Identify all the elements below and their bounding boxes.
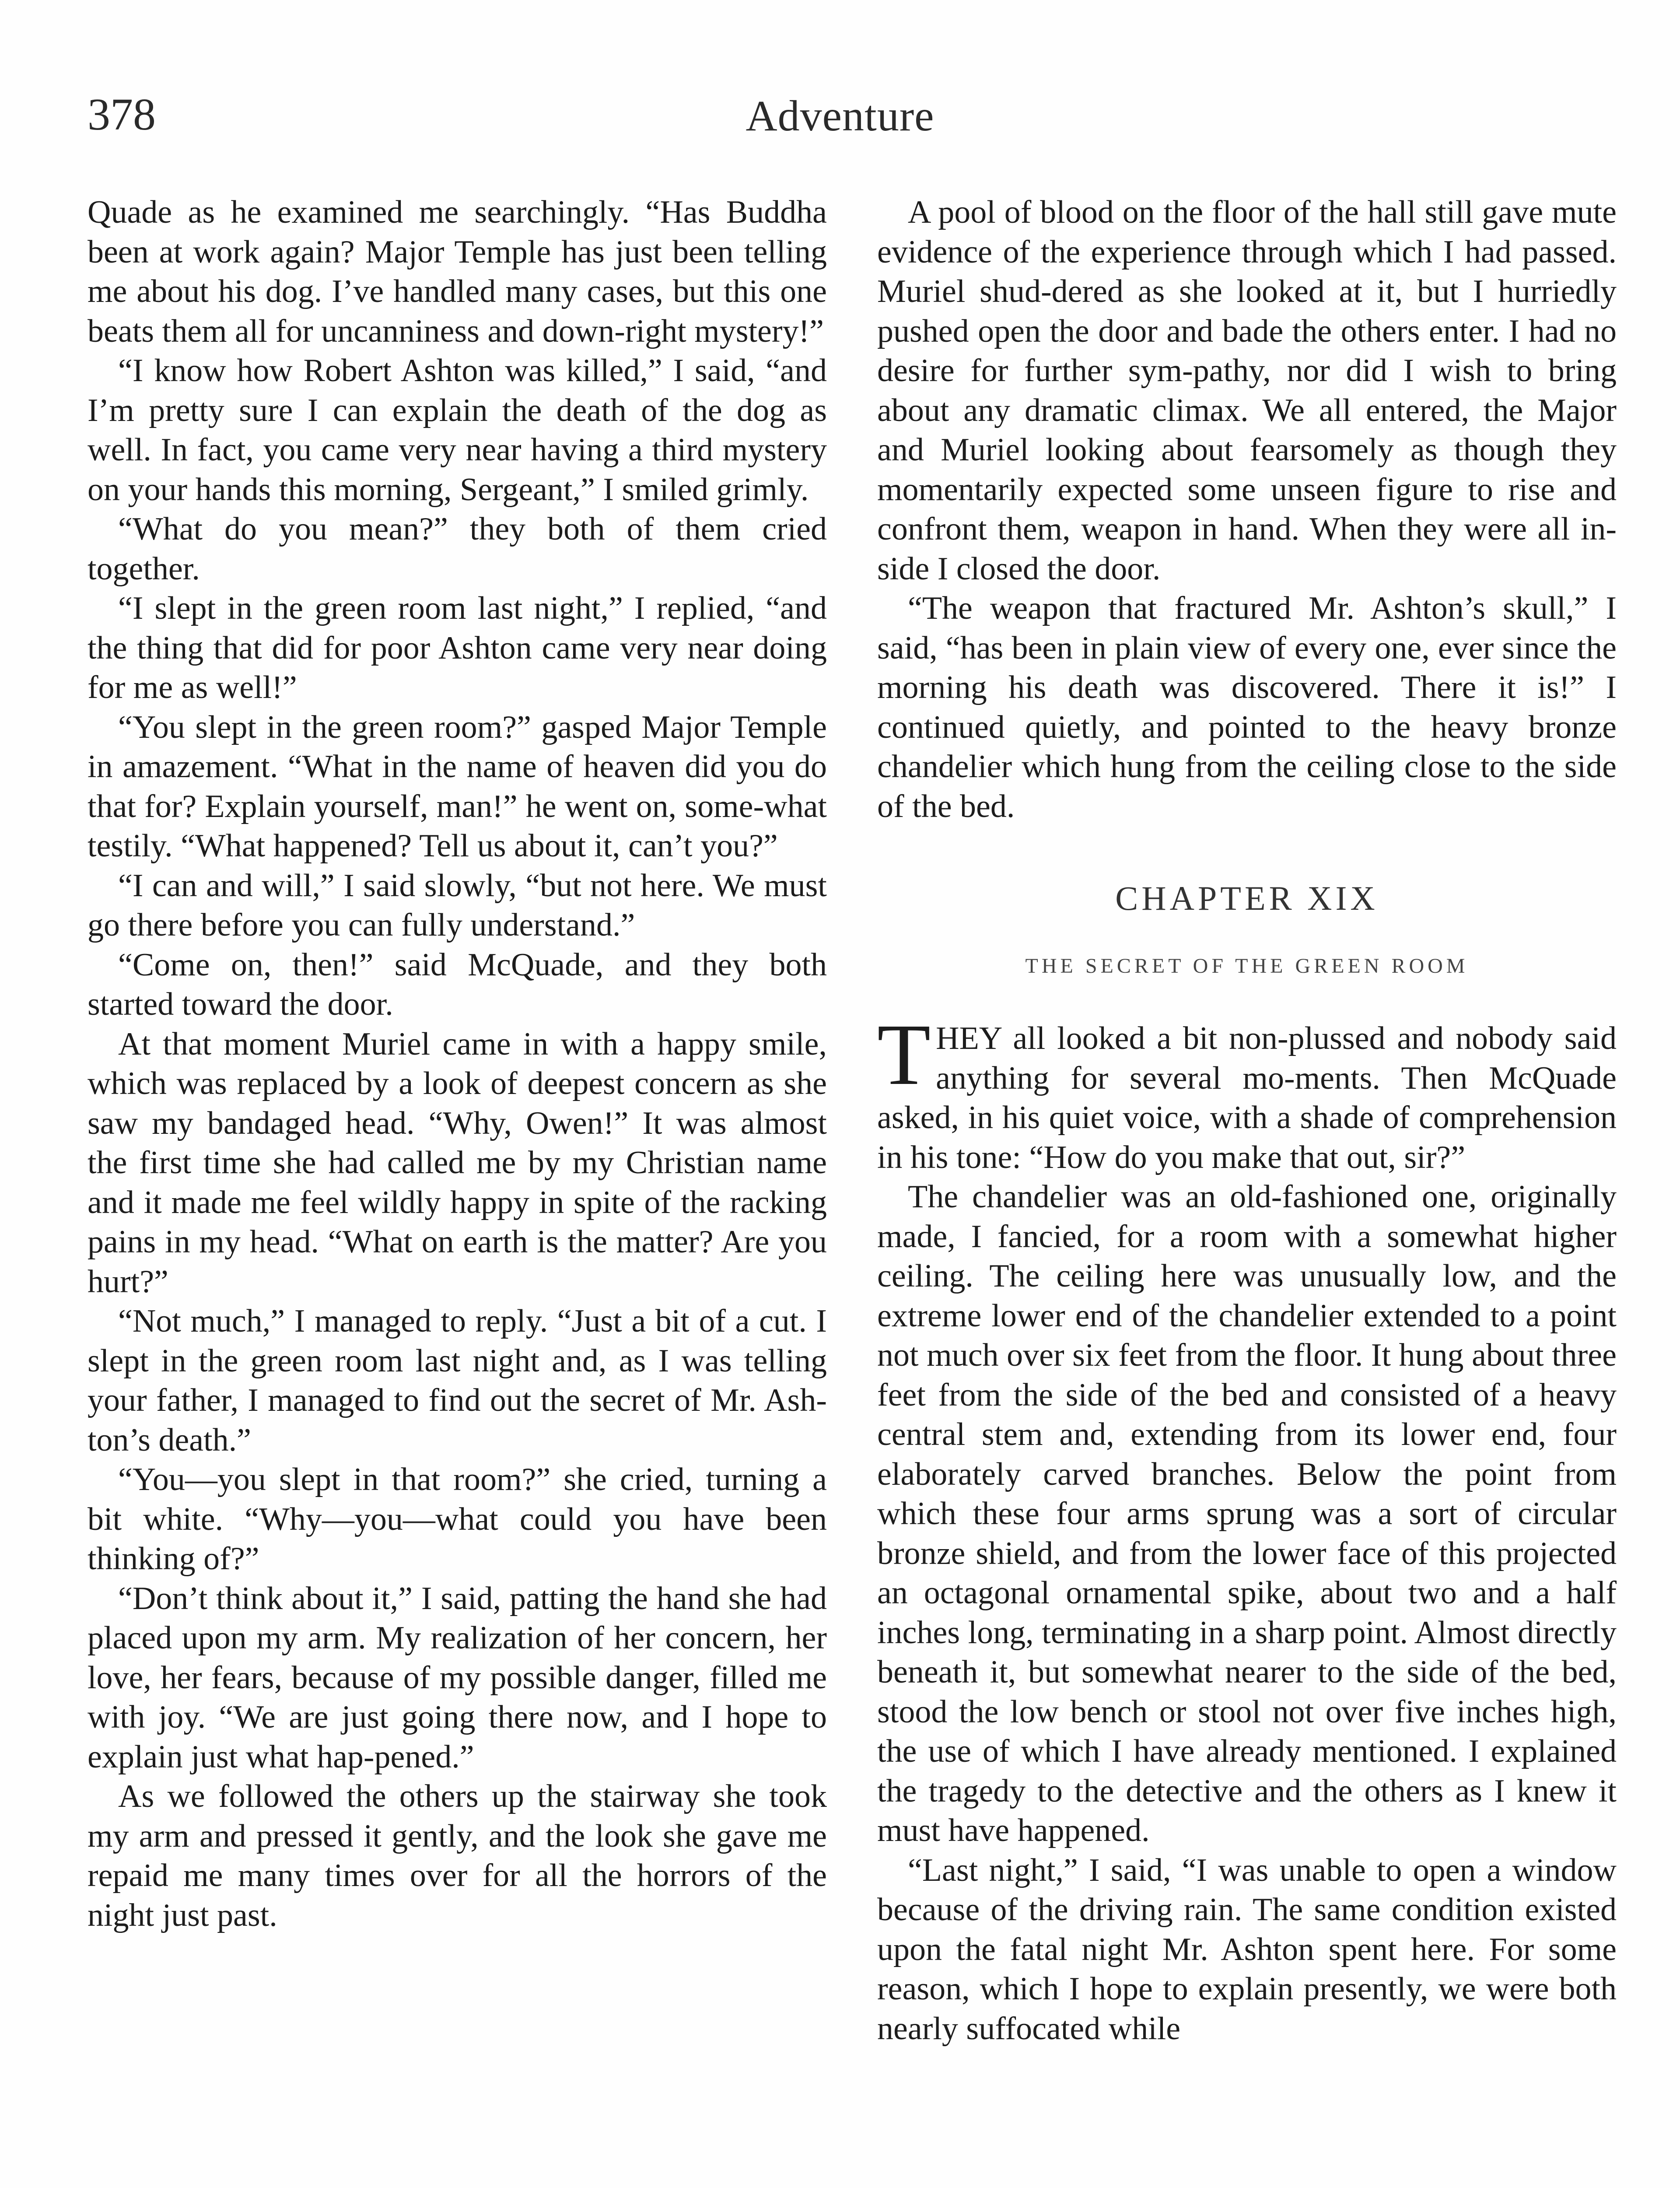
paragraph: “What do you mean?” they both of them cried together. <box>88 511 827 587</box>
paragraph: “I slept in the green room last night,” I replied, “and the thing that did for poor Ashton came very near doing for me as well!” <box>88 590 827 705</box>
paragraph: “Not much,” I managed to reply. “Just a bit of a cut. I slept in the green room last night and, as I was telling your father, I managed to find out the secret of Mr. Ash-ton’s death.” <box>88 1303 827 1458</box>
page-number: 378 <box>88 89 156 140</box>
paragraph: “I know how Robert Ashton was killed,” I said, “and I’m pretty sure I can explain the death of the dog as well. In fact, you came very near having a third mystery on your hands this morning, Sergeant,” I smiled grimly. <box>88 353 827 508</box>
paragraph: “The weapon that fractured Mr. Ashton’s skull,” I said, “has been in plain view of every one, ever since the morning his death was discovered. There it is!” I continued quietly, and pointed to the heavy bronze chandelier which hung from the ceiling close to the side of the bed. <box>877 590 1617 824</box>
paragraph: “Come on, then!” said McQuade, and they both started toward the door. <box>88 947 827 1022</box>
paragraph: The chandelier was an old-fashioned one, originally made, I fancied, for a room with a somewhat higher ceiling. The ceiling here was unusually low, and the extreme lower end of the chandelier extended to a point not much over six feet from the floor. It hung about three feet from the side of the bed and consisted of a heavy central stem and, extending from its lower end, four elaborately carved branches. Below the point from which these four arms sprung was a sort of circular bronze shield, and from the lower face of this projected an octagonal ornamental spike, about two and a half inches long, terminating in a sharp point. Almost directly beneath it, but somewhat nearer to the side of the bed, stood the low bench or stool not over five inches high, the use of which I have already mentioned. I explained the tragedy to the detective and the others as I knew it must have happened. <box>877 1179 1617 1848</box>
chapter-subtitle: THE SECRET OF THE GREEN ROOM <box>1025 954 1469 978</box>
paragraph: A pool of blood on the floor of the hall still gave mute evidence of the experience through which I had passed. Muriel shud-dered as she looked at it, but I hurriedly pushed open the door and bade the others enter. I had no desire for further sym-pathy, nor did I wish to bring about any dramatic climax. We all entered, the Major and Muriel looking about fearsomely as though they momentarily expected some unseen figure to rise and confront them, weapon in hand. When they were all in-side I closed the door. <box>877 194 1617 587</box>
paragraph: Quade as he examined me searchingly. “Has Buddha been at work again? Major Temple has just been telling me about his dog. I’ve handled many cases, but this one beats them all for uncanniness and down-right mystery!” <box>88 194 827 349</box>
paragraph: “I can and will,” I said slowly, “but not here. We must go there before you can fully understand.” <box>88 867 827 943</box>
drop-cap: T <box>877 1006 931 1103</box>
left-column <box>88 193 827 1935</box>
paragraph: “You—you slept in that room?” she cried, turning a bit white. “Why—you—what could you have been thinking of?” <box>88 1462 827 1577</box>
paragraph: “Don’t think about it,” I said, patting the hand she had placed upon my arm. My realization of her concern, her love, her fears, because of my possible danger, filled me with joy. “We are just going there now, and I hope to explain just what hap-pened.” <box>88 1580 827 1775</box>
opening-text: HEY all looked a bit non-plussed and nobody said anything for several mo-ments. Then McQuade asked, in his quiet voice, with a shade of comprehension in his tone: “How do you make that out, sir?” <box>877 1020 1617 1175</box>
paragraph: “Last night,” I said, “I was unable to open a window because of the driving rain. The same condition existed upon the fatal night Mr. Ashton spent here. For some reason, which I hope to explain presently, we were both nearly suffocated while <box>877 1852 1617 2047</box>
chapter-opening-paragraph <box>877 1006 1617 1177</box>
right-column <box>877 193 1617 2048</box>
running-title: Adventure <box>746 91 934 140</box>
paragraph: As we followed the others up the stairway she took my arm and pressed it gently, and the look she gave me repaid me many times over for all the horrors of the night just past. <box>88 1778 827 1933</box>
paragraph: “You slept in the green room?” gasped Major Temple in amazement. “What in the name of heaven did you do that for? Explain yourself, man!” he went on, some-what testily. “What happened? Tell us about it, can’t you?” <box>88 709 827 864</box>
paragraph: At that moment Muriel came in with a happy smile, which was replaced by a look of deepest concern as she saw my bandaged head. “Why, Owen!” It was almost the first time she had called me by my Christian name and it made me feel wildly happy in spite of the racking pains in my head. “What on earth is the matter? Are you hurt?” <box>88 1026 827 1300</box>
chapter-title: CHAPTER XIX <box>1115 879 1379 917</box>
